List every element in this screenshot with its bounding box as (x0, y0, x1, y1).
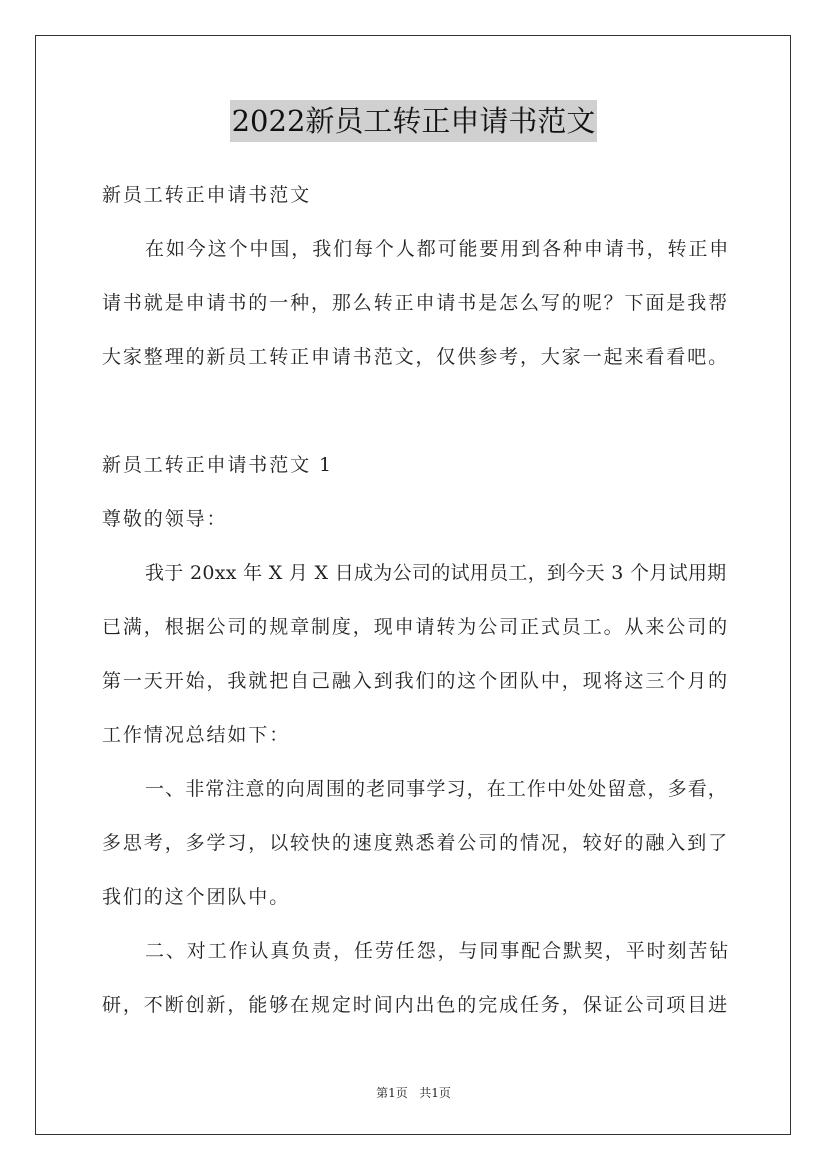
paragraph1-line-1: 我于 20xx 年 X 月 X 日成为公司的试用员工，到今天 3 个月试用期 (145, 562, 727, 584)
paragraph2-line-2: 多思考，多学习，以较快的速度熟悉着公司的情况，较好的融入到了 (102, 832, 730, 854)
section-heading: 新员工转正申请书范文 1 (102, 454, 333, 476)
paragraph1-line-4: 工作情况总结如下： (102, 724, 291, 746)
paragraph1-line-3: 第一天开始，我就把自己融入到我们的这个团队中，现将这三个月的 (102, 670, 730, 692)
intro-line-1: 在如今这个中国，我们每个人都可能要用到各种申请书，转正申 (145, 238, 731, 260)
paragraph1-line-2: 已满，根据公司的规章制度，现申请转为公司正式员工。从来公司的 (102, 616, 730, 638)
intro-line-3: 大家整理的新员工转正申请书范文，仅供参考，大家一起来看看吧。 (102, 346, 730, 368)
document-subtitle: 新员工转正申请书范文 (102, 184, 312, 206)
document-title: 2022新员工转正申请书范文 (230, 100, 598, 142)
paragraph2-line-1: 一、非常注意的向周围的老同事学习，在工作中处处留意，多看， (145, 778, 728, 800)
intro-line-2: 请书就是申请书的一种，那么转正申请书是怎么写的呢？下面是我帮 (102, 292, 730, 314)
page-number-footer: 第1页 共1页 (376, 1086, 451, 1100)
paragraph3-line-1: 二、对工作认真负责，任劳任怨，与同事配合默契，平时刻苦钻 (145, 940, 731, 962)
document-title-wrap (0, 100, 827, 142)
salutation: 尊敬的领导： (102, 508, 228, 530)
paragraph3-line-2: 研，不断创新，能够在规定时间内出色的完成任务，保证公司项目进 (102, 994, 730, 1016)
paragraph2-line-3: 我们的这个团队中。 (102, 886, 291, 908)
